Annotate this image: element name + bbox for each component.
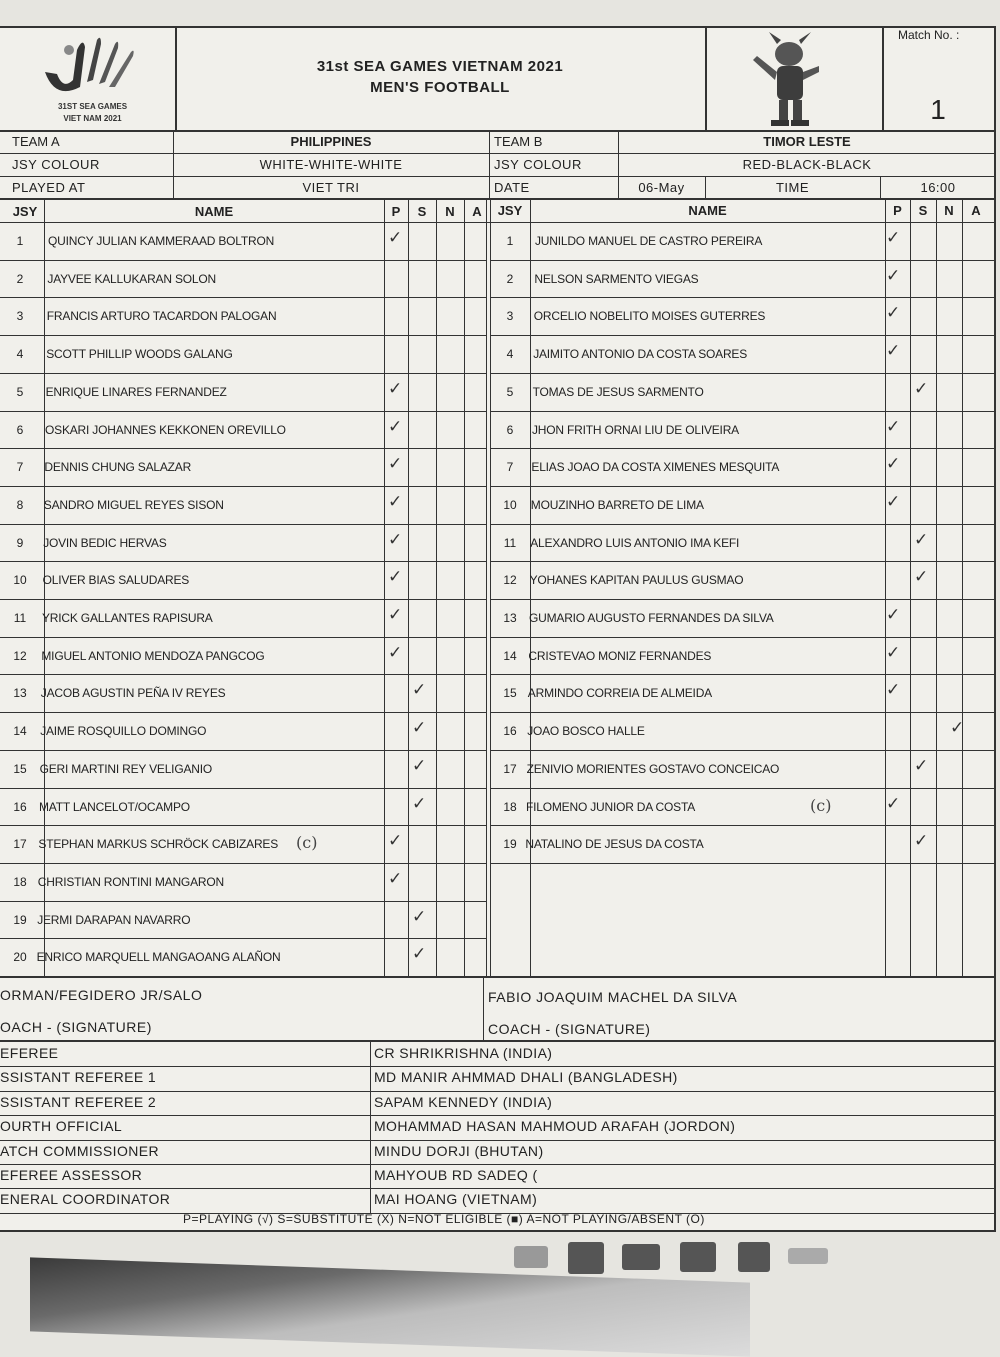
grid-line xyxy=(490,599,996,600)
team-a-player-mark-p: ✓ xyxy=(388,416,403,437)
team-a-player-mark-s: ✓ xyxy=(412,680,427,701)
team-a-player-name: FRANCIS ARTURO TACARDON PALOGAN xyxy=(46,309,277,324)
col-name-a: NAME xyxy=(194,204,234,219)
team-b-colour: RED-BLACK-BLACK xyxy=(742,157,872,172)
team-b-player-mark-p: ✓ xyxy=(886,793,901,814)
team-a-player-jsy: 1 xyxy=(16,234,24,248)
team-a-player-name: STEPHAN MARKUS SCHRÖCK CABIZARES xyxy=(38,837,279,852)
team-b-player-jsy: 6 xyxy=(506,422,514,437)
team-b-player-mark-p: ✓ xyxy=(886,416,901,437)
col-s-a: S xyxy=(417,204,427,219)
grid-line xyxy=(490,674,996,675)
grid-line xyxy=(490,825,996,826)
grid-line xyxy=(490,297,996,298)
time-label: TIME xyxy=(775,180,810,195)
team-b-player-mark-p: ✓ xyxy=(886,605,901,625)
team-b-player-mark-p: ✓ xyxy=(886,454,901,475)
official-name: MAHYOUB RD SADEQ ( xyxy=(374,1167,538,1183)
team-b-player-name: NATALINO DE JESUS DA COSTA xyxy=(525,837,704,852)
logo-text-1: 31ST SEA GAMES xyxy=(57,102,128,111)
grid-line xyxy=(0,486,486,487)
legend: P=PLAYING (√) S=SUBSTITUTE (X) N=NOT ELIGIBLE (■) A=NOT PLAYING/ABSENT (O) xyxy=(183,1212,705,1226)
team-b-name: TIMOR LESTE xyxy=(763,134,851,149)
team-a-player-name: SCOTT PHILLIP WOODS GALANG xyxy=(46,347,233,362)
grid-line xyxy=(490,561,996,562)
grid-line xyxy=(0,637,486,638)
grid-line xyxy=(910,198,911,976)
match-number: 1 xyxy=(930,94,946,125)
team-a-player-jsy: 18 xyxy=(13,874,27,889)
team-a-player-name: ENRICO MARQUELL MANGAOANG ALAÑON xyxy=(36,950,281,965)
col-n-b: N xyxy=(944,203,954,218)
grid-line xyxy=(384,198,385,976)
team-b-player-name: ELIAS JOAO DA COSTA XIMENES MESQUITA xyxy=(531,460,780,475)
team-b-player-jsy: 17 xyxy=(503,761,517,776)
team-b-player-captain-mark: (c) xyxy=(810,795,832,815)
grid-line xyxy=(490,788,996,789)
sea-games-logo xyxy=(10,26,177,131)
grid-line xyxy=(490,637,996,638)
team-a-player-mark-p: ✓ xyxy=(388,491,403,512)
team-b-player-name: CRISTEVAO MONIZ FERNANDES xyxy=(528,648,712,663)
match-date: 06-May xyxy=(638,180,685,195)
team-a-player-mark-p: ✓ xyxy=(388,605,403,625)
grid-line xyxy=(490,373,996,374)
team-b-coach-signature-label: COACH - (SIGNATURE) xyxy=(488,1021,651,1037)
team-a-player-jsy: 19 xyxy=(13,912,27,927)
official-row-line xyxy=(0,1115,996,1116)
team-b-player-name: ALEXANDRO LUIS ANTONIO IMA KEFI xyxy=(530,535,740,550)
team-a-player-name: JAIME ROSQUILLO DOMINGO xyxy=(40,724,207,739)
team-b-player-mark-p: ✓ xyxy=(886,491,901,512)
grid-line xyxy=(490,335,996,336)
official-row-line xyxy=(0,1188,996,1189)
team-b-player-name: JOAO BOSCO HALLE xyxy=(527,724,645,739)
grid-line xyxy=(490,448,996,449)
col-s-b: S xyxy=(918,203,928,218)
official-row-line xyxy=(0,1066,996,1067)
team-b-player-jsy: 5 xyxy=(506,384,514,399)
team-b-player-name: ARMINDO CORREIA DE ALMEIDA xyxy=(527,686,712,701)
team-a-player-mark-p: ✓ xyxy=(388,378,403,399)
team-a-player-mark-p: ✓ xyxy=(388,831,403,852)
official-row-line xyxy=(0,1091,996,1092)
col-p-b: P xyxy=(893,203,902,218)
official-role: EFEREE ASSESSOR xyxy=(0,1167,143,1183)
grid-line xyxy=(408,198,409,976)
team-a-player-mark-p: ✓ xyxy=(388,454,403,475)
grid-line xyxy=(0,335,486,336)
grid-line xyxy=(0,901,486,902)
team-b-player-name: YOHANES KAPITAN PAULUS GUSMAO xyxy=(529,573,744,588)
team-a-name: PHILIPPINES xyxy=(290,134,372,149)
team-a-colour-label: JSY COLOUR xyxy=(12,157,100,172)
grid-line xyxy=(0,674,486,675)
sponsor-logo-2 xyxy=(568,1242,604,1274)
team-a-player-name: OSKARI JOHANNES KEKKONEN OREVILLO xyxy=(45,422,286,437)
team-a-coach-signature-label: OACH - (SIGNATURE) xyxy=(0,1019,152,1035)
team-a-player-name: MIGUEL ANTONIO MENDOZA PANGCOG xyxy=(41,648,265,663)
sponsor-logo-6 xyxy=(788,1248,828,1264)
team-b-player-name: MOUZINHO BARRETO DE LIMA xyxy=(530,497,704,512)
team-b-player-name: FILOMENO JUNIOR DA COSTA xyxy=(526,799,695,814)
team-a-player-mark-s: ✓ xyxy=(412,718,427,739)
grid-line xyxy=(0,788,486,789)
team-b-player-jsy: 14 xyxy=(503,648,517,663)
grid-line xyxy=(490,486,996,487)
team-a-player-jsy: 20 xyxy=(13,950,27,965)
team-b-player-name: TOMAS DE JESUS SARMENTO xyxy=(532,384,704,399)
team-a-colour: WHITE-WHITE-WHITE xyxy=(259,157,403,172)
team-a-coach: ORMAN/FEGIDERO JR/SALO xyxy=(0,987,203,1003)
col-n-a: N xyxy=(445,204,455,219)
team-b-player-name: NELSON SARMENTO VIEGAS xyxy=(534,271,699,286)
grid-line xyxy=(490,863,996,864)
team-b-player-mark-p: ✓ xyxy=(886,228,901,248)
match-number-box xyxy=(880,26,996,131)
team-b-player-mark-s: ✓ xyxy=(914,755,929,776)
grid-line xyxy=(0,411,486,412)
team-a-player-jsy: 5 xyxy=(16,384,24,399)
event-title: 31st SEA GAMES VIETNAM 2021 xyxy=(316,58,564,75)
team-a-player-name: DENNIS CHUNG SALAZAR xyxy=(44,460,192,475)
team-a-player-mark-p: ✓ xyxy=(388,868,403,889)
mascot-icon xyxy=(707,26,882,131)
grid-line xyxy=(464,198,465,976)
grid-line xyxy=(0,599,486,600)
grid-line xyxy=(0,863,486,864)
team-b-player-jsy: 11 xyxy=(503,535,517,550)
team-b-player-jsy: 3 xyxy=(506,309,514,324)
match-number-label: Match No. : xyxy=(898,28,960,42)
official-role: SSISTANT REFEREE 2 xyxy=(0,1093,157,1110)
team-b-player-jsy: 10 xyxy=(503,497,517,512)
team-b-player-jsy: 19 xyxy=(503,837,517,852)
team-b-label: TEAM B xyxy=(494,134,543,149)
sponsor-logo-1 xyxy=(514,1246,548,1268)
grid-line xyxy=(0,938,486,939)
team-a-player-jsy: 13 xyxy=(13,686,27,701)
team-a-player-jsy: 7 xyxy=(16,460,24,475)
grid-line xyxy=(490,524,996,525)
official-name: CR SHRIKRISHNA (INDIA) xyxy=(374,1045,553,1061)
official-row-line xyxy=(0,1140,996,1141)
sea-games-logo-icon xyxy=(35,32,145,102)
played-at-label: PLAYED AT xyxy=(12,180,86,195)
team-b-player-name: GUMARIO AUGUSTO FERNANDES DA SILVA xyxy=(529,611,774,625)
team-a-player-name: JERMI DARAPAN NAVARRO xyxy=(37,912,191,927)
grid-line xyxy=(0,712,486,713)
grid-line xyxy=(486,198,487,976)
team-a-player-name: YRICK GALLANTES RAPISURA xyxy=(42,611,213,625)
grid-line xyxy=(936,198,937,976)
team-b-player-name: JUNILDO MANUEL DE CASTRO PEREIRA xyxy=(535,234,763,248)
grid-line xyxy=(490,712,996,713)
col-p-a: P xyxy=(391,204,401,219)
team-a-player-mark-p: ✓ xyxy=(388,567,403,588)
team-a-player-jsy: 8 xyxy=(16,497,24,512)
team-b-player-jsy: 1 xyxy=(506,234,514,248)
team-a-player-jsy: 10 xyxy=(13,573,27,588)
col-jsy-b: JSY xyxy=(497,203,523,218)
grid-line xyxy=(0,373,486,374)
team-b-player-mark-p: ✓ xyxy=(886,265,901,286)
official-role: ENERAL COORDINATOR xyxy=(0,1191,171,1208)
official-name: SAPAM KENNEDY (INDIA) xyxy=(374,1093,553,1110)
team-a-player-name: JOVIN BEDIC HERVAS xyxy=(43,535,167,550)
team-b-player-name: JAIMITO ANTONIO DA COSTA SOARES xyxy=(533,347,748,362)
team-a-player-jsy: 16 xyxy=(13,799,27,814)
officials-divider xyxy=(370,1042,371,1213)
official-role: SSISTANT REFEREE 1 xyxy=(0,1069,157,1086)
official-role: EFEREE xyxy=(0,1045,59,1061)
match-time: 16:00 xyxy=(920,180,956,195)
sponsor-logo-3 xyxy=(622,1244,660,1270)
team-a-player-mark-p: ✓ xyxy=(388,642,403,663)
col-name-b: NAME xyxy=(688,203,727,218)
mascot-image xyxy=(705,26,884,131)
team-b-player-mark-s: ✓ xyxy=(914,831,929,852)
team-b-player-jsy: 7 xyxy=(506,460,514,475)
grid-line xyxy=(0,561,486,562)
event-subtitle: MEN'S FOOTBALL xyxy=(370,79,510,96)
team-a-player-jsy: 11 xyxy=(13,611,27,625)
team-a-player-mark-p: ✓ xyxy=(388,228,403,248)
grid-line xyxy=(490,750,996,751)
official-row-line xyxy=(0,1164,996,1165)
team-b-player-mark-s: ✓ xyxy=(914,378,929,399)
grid-line xyxy=(490,411,996,412)
grid-line xyxy=(0,448,486,449)
grid-line xyxy=(436,198,437,976)
team-a-label: TEAM A xyxy=(12,134,60,149)
team-b-player-mark-p: ✓ xyxy=(886,341,901,362)
team-a-player-name: SANDRO MIGUEL REYES SISON xyxy=(43,497,224,512)
team-b-player-name: JHON FRITH ORNAI LIU DE OLIVEIRA xyxy=(532,422,739,437)
team-b-player-jsy: 18 xyxy=(503,799,517,814)
team-a-player-jsy: 12 xyxy=(13,648,27,663)
official-name: MINDU DORJI (BHUTAN) xyxy=(374,1142,544,1159)
col-a-a: A xyxy=(472,204,482,219)
team-b-player-mark-s: ✓ xyxy=(914,529,929,550)
team-b-player-mark-a: ✓ xyxy=(950,718,965,739)
team-b-player-mark-p: ✓ xyxy=(886,642,901,663)
team-b-player-name: ORCELIO NOBELITO MOISES GUTERRES xyxy=(533,309,766,324)
team-b-player-mark-s: ✓ xyxy=(914,567,929,588)
official-role: ATCH COMMISSIONER xyxy=(0,1142,159,1159)
team-a-player-mark-s: ✓ xyxy=(412,793,427,814)
team-a-player-name: OLIVER BIAS SALUDARES xyxy=(42,573,190,588)
team-a-player-jsy: 2 xyxy=(16,271,24,286)
team-b-player-name: ZENIVIO MORIENTES GOSTAVO CONCEICAO xyxy=(526,761,780,776)
team-b-player-jsy: 2 xyxy=(506,271,514,286)
team-a-player-captain-mark: (c) xyxy=(296,833,318,853)
grid-line xyxy=(0,222,996,223)
team-a-player-name: QUINCY JULIAN KAMMERAAD BOLTRON xyxy=(48,234,275,248)
team-a-player-jsy: 17 xyxy=(13,837,27,852)
team-a-player-jsy: 4 xyxy=(16,347,24,362)
team-a-player-mark-s: ✓ xyxy=(412,944,427,965)
team-b-player-mark-p: ✓ xyxy=(886,303,901,324)
team-a-player-jsy: 9 xyxy=(16,535,24,550)
team-a-player-name: JAYVEE KALLUKARAN SOLON xyxy=(47,271,216,286)
logo-text-2: VIET NAM 2021 xyxy=(63,114,122,123)
team-b-player-jsy: 15 xyxy=(503,686,517,701)
team-a-player-mark-s: ✓ xyxy=(412,755,427,776)
team-b-player-mark-p: ✓ xyxy=(886,680,901,701)
team-b-player-jsy: 16 xyxy=(503,724,517,739)
team-b-colour-label: JSY COLOUR xyxy=(494,157,582,172)
official-role: OURTH OFFICIAL xyxy=(0,1118,123,1135)
grid-line xyxy=(0,260,486,261)
venue: VIET TRI xyxy=(302,180,360,195)
team-a-player-jsy: 3 xyxy=(16,309,24,324)
grid-line xyxy=(0,825,486,826)
grid-line xyxy=(962,198,963,976)
team-a-player-name: GERI MARTINI REY VELIGANIO xyxy=(39,761,212,776)
grid-line xyxy=(490,260,996,261)
team-a-player-name: JACOB AGUSTIN PEÑA IV REYES xyxy=(40,686,226,701)
grid-line xyxy=(0,524,486,525)
team-a-player-name: ENRIQUE LINARES FERNANDEZ xyxy=(45,384,227,399)
team-b-coach: FABIO JOAQUIM MACHEL DA SILVA xyxy=(488,989,738,1005)
official-name: MD MANIR AHMMAD DHALI (BANGLADESH) xyxy=(374,1069,678,1086)
official-name: MAI HOANG (VIETNAM) xyxy=(374,1191,538,1208)
team-b-player-jsy: 13 xyxy=(503,611,517,625)
date-label: DATE xyxy=(494,180,530,195)
grid-line xyxy=(0,297,486,298)
team-a-player-jsy: 15 xyxy=(13,761,27,776)
col-a-b: A xyxy=(971,203,981,218)
official-name: MOHAMMAD HASAN MAHMOUD ARAFAH (JORDON) xyxy=(374,1118,736,1135)
team-a-player-mark-p: ✓ xyxy=(388,529,403,550)
team-a-player-name: CHRISTIAN RONTINI MANGARON xyxy=(37,874,224,889)
header-title xyxy=(175,26,705,131)
team-a-player-name: MATT LANCELOT/OCAMPO xyxy=(39,799,190,814)
sponsor-logo-4 xyxy=(680,1242,716,1272)
team-b-player-jsy: 4 xyxy=(506,347,514,362)
team-a-player-jsy: 14 xyxy=(13,724,27,739)
team-a-player-mark-s: ✓ xyxy=(412,906,427,927)
team-b-player-jsy: 12 xyxy=(503,573,517,588)
sponsor-logo-5 xyxy=(738,1242,770,1272)
team-a-player-jsy: 6 xyxy=(16,422,24,437)
grid-line xyxy=(0,750,486,751)
col-jsy-a: JSY xyxy=(12,204,38,219)
